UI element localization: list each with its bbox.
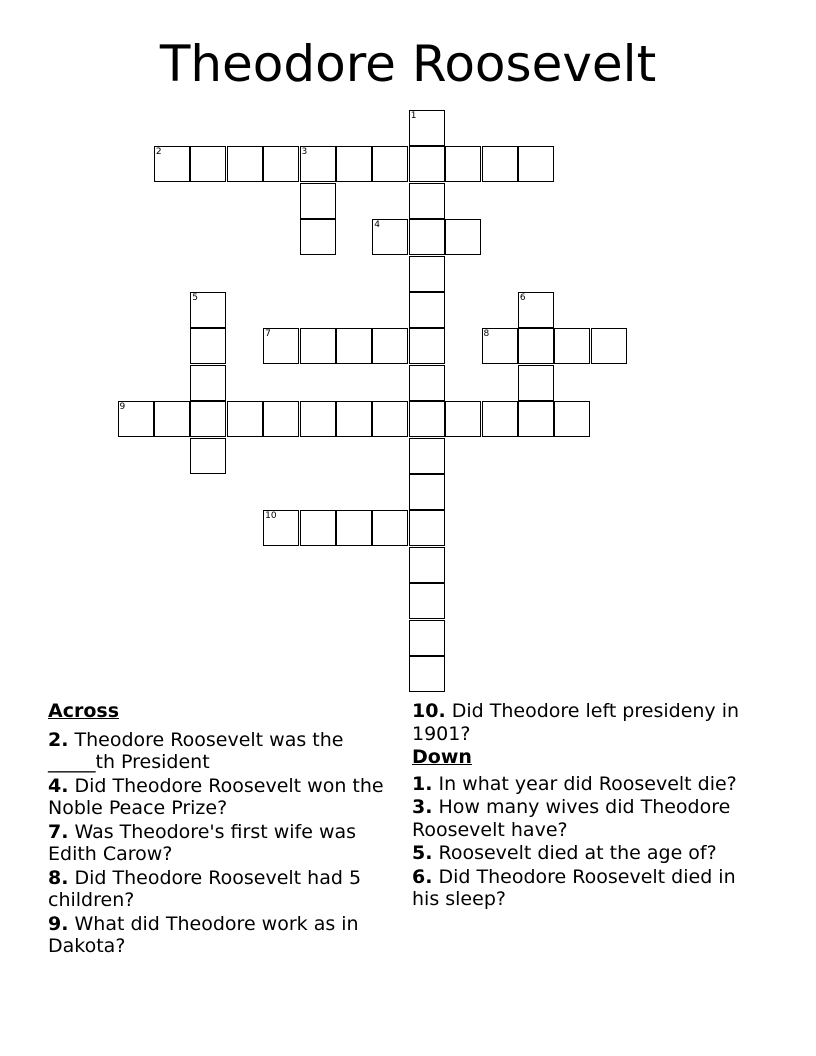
puzzle-title: Theodore Roosevelt [159,35,657,93]
grid-cell[interactable] [190,292,226,328]
grid-cell[interactable] [409,328,445,364]
grid-cell[interactable] [190,146,226,182]
grid-cell[interactable] [445,219,481,255]
grid-cell[interactable] [445,146,481,182]
grid-cell[interactable] [518,328,554,364]
clue-number: 9. [48,912,69,935]
across-heading: Across [48,700,120,722]
grid-cell[interactable] [336,401,372,437]
grid-cell[interactable] [409,583,445,619]
grid-cell[interactable] [263,146,299,182]
grid-cell[interactable] [518,401,554,437]
grid-cell[interactable] [409,547,445,583]
grid-cell[interactable] [190,438,226,474]
cell-number: 4 [374,220,381,231]
clue-text: Did Theodore Roosevelt won the Noble Peace Prize? [48,774,384,819]
cell-number: 10 [265,511,277,522]
grid-cell[interactable] [409,183,445,219]
down-clue-1 [412,773,767,796]
grid-cell[interactable] [263,510,299,546]
across-clue-10 [412,700,767,745]
clues-column-right [412,700,767,912]
grid-cell[interactable] [154,146,190,182]
cell-number: 5 [192,293,199,303]
grid-cell[interactable] [336,328,372,364]
cell-number: 3 [301,147,308,158]
clue-text: Roosevelt died at the age of? [438,842,717,864]
grid-cell[interactable] [445,401,481,437]
across-clue-8 [48,867,393,912]
grid-cell[interactable] [190,328,226,364]
clues-column-left [48,700,393,959]
grid-cell[interactable] [300,146,336,182]
grid-cell[interactable] [336,510,372,546]
down-clue-5 [412,842,767,865]
grid-cell[interactable] [300,183,336,219]
down-heading: Down [412,746,472,768]
grid-cell[interactable] [409,365,445,401]
grid-cell[interactable] [409,656,445,692]
clue-text: Did Theodore Roosevelt had 5 children? [48,866,362,911]
across-clue-4 [48,775,393,820]
grid-cell[interactable] [190,365,226,401]
grid-cell[interactable] [518,292,554,328]
down-clue-3 [412,796,767,841]
grid-cell[interactable] [300,219,336,255]
clue-number: 6. [412,865,433,888]
grid-cell[interactable] [190,401,226,437]
cell-number: 8 [483,329,490,340]
clue-number: 2. [48,728,69,751]
across-clue-7 [48,821,393,866]
grid-cell[interactable] [409,438,445,474]
clue-number: 7. [48,820,69,843]
cell-number: 6 [519,293,526,303]
grid-cell[interactable] [372,219,408,255]
grid-cell[interactable] [409,256,445,292]
grid-cell[interactable] [409,146,445,182]
grid-cell[interactable] [518,365,554,401]
clue-number: 3. [412,796,433,818]
grid-cell[interactable] [372,510,408,546]
grid-cell[interactable] [118,401,154,437]
clue-number: 5. [412,842,433,864]
grid-cell[interactable] [227,401,263,437]
clue-text: In what year did Roosevelt die? [438,772,737,795]
cell-number: 2 [155,147,162,158]
grid-cell[interactable] [409,401,445,437]
grid-cell[interactable] [518,146,554,182]
grid-cell[interactable] [300,510,336,546]
grid-cell[interactable] [554,328,590,364]
clue-number: 4. [48,774,69,797]
grid-cell[interactable] [300,401,336,437]
grid-cell[interactable] [154,401,190,437]
clue-text: How many wives did Theodore Roosevelt have? [412,796,731,841]
grid-cell[interactable] [409,620,445,656]
grid-cell[interactable] [372,146,408,182]
clue-text: What did Theodore work as in Dakota? [48,912,359,957]
grid-cell[interactable] [482,146,518,182]
grid-cell[interactable] [409,292,445,328]
grid-cell[interactable] [263,328,299,364]
clue-number: 8. [48,866,69,889]
grid-cell[interactable] [263,401,299,437]
grid-cell[interactable] [554,401,590,437]
clue-number: 10. [412,700,446,722]
cell-number: 7 [265,329,271,340]
across-clue-9 [48,913,393,958]
across-clue-2 [48,729,393,774]
grid-cell[interactable] [372,401,408,437]
grid-cell[interactable] [300,328,336,364]
clue-number: 1. [412,772,433,795]
grid-cell[interactable] [482,401,518,437]
clue-text: Did Theodore left presideny in 1901? [412,700,740,745]
down-clue-6 [412,866,767,911]
grid-cell[interactable] [409,510,445,546]
grid-cell[interactable] [409,474,445,510]
cell-number: 1 [410,111,417,121]
grid-cell[interactable] [409,219,445,255]
grid-cell[interactable] [372,328,408,364]
grid-cell[interactable] [227,146,263,182]
grid-cell[interactable] [409,110,445,146]
grid-cell[interactable] [591,328,627,364]
clue-text: Was Theodore's first wife was Edith Carow? [48,820,357,865]
clue-text: Theodore Roosevelt was the _____th President [48,728,344,773]
grid-cell[interactable] [336,146,372,182]
clue-text: Did Theodore Roosevelt died in his sleep? [412,865,736,910]
cell-number: 9 [119,402,126,413]
grid-cell[interactable] [482,328,518,364]
